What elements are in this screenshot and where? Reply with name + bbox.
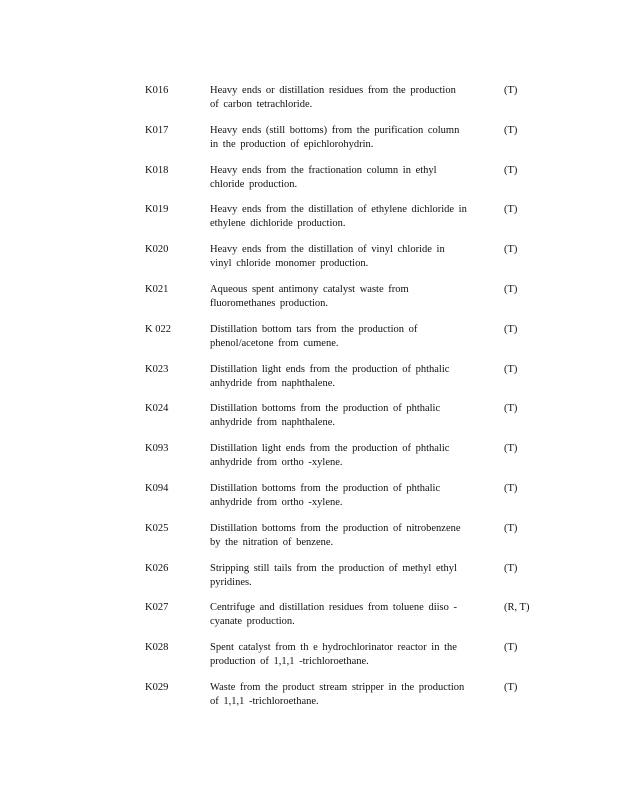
description-line: of carbon tetrachloride. bbox=[210, 99, 313, 110]
table-row bbox=[0, 641, 618, 681]
description-line: Centrifuge and distillation residues from toluene diiso - bbox=[210, 602, 457, 614]
waste-description bbox=[210, 323, 485, 351]
waste-code: K024 bbox=[145, 403, 169, 415]
table-row bbox=[0, 442, 618, 482]
waste-description bbox=[210, 482, 485, 510]
waste-description bbox=[210, 363, 485, 391]
waste-code: K017 bbox=[145, 124, 169, 136]
table-row bbox=[0, 681, 618, 721]
description-line: Spent catalyst from th e hydrochlorinator reactor in the bbox=[210, 642, 457, 654]
waste-description bbox=[210, 243, 485, 271]
hazard-code: (T) bbox=[504, 482, 518, 494]
hazard-code: (T) bbox=[504, 164, 518, 176]
table-row bbox=[0, 84, 618, 124]
table-row bbox=[0, 522, 618, 562]
waste-description bbox=[210, 601, 485, 629]
table-row bbox=[0, 124, 618, 164]
waste-code: K094 bbox=[145, 482, 169, 494]
description-line: production of 1,1,1 -trichloroethane. bbox=[210, 656, 369, 668]
description-line: by the nitration of benzene. bbox=[210, 536, 334, 548]
waste-description bbox=[210, 641, 485, 669]
table-row bbox=[0, 323, 618, 363]
table-row bbox=[0, 363, 618, 403]
waste-description bbox=[210, 124, 485, 152]
hazard-code: (T) bbox=[504, 85, 518, 96]
description-line: Distillation bottoms from the production of phthalic bbox=[210, 403, 441, 415]
waste-description bbox=[210, 402, 485, 430]
table-row bbox=[0, 203, 618, 243]
description-line: Stripping still tails from the production of methyl ethyl bbox=[210, 562, 457, 574]
waste-code: K027 bbox=[145, 602, 169, 614]
hazard-code: (T) bbox=[504, 363, 518, 375]
hazard-code: (T) bbox=[504, 562, 518, 574]
description-line: anhydride from naphthalene. bbox=[210, 377, 335, 389]
hazard-code: (T) bbox=[504, 522, 518, 534]
waste-description bbox=[210, 522, 485, 550]
description-line: fluoromethanes production. bbox=[210, 297, 329, 309]
description-line: Aqueous spent antimony catalyst waste from bbox=[210, 283, 409, 295]
waste-code: K025 bbox=[145, 522, 169, 534]
waste-code: K026 bbox=[145, 562, 169, 574]
hazard-code: (T) bbox=[504, 124, 518, 136]
description-line: anhydride from ortho -xylene. bbox=[210, 496, 343, 508]
description-line: Distillation bottom tars from the production of bbox=[210, 323, 418, 335]
description-line: phenol/acetone from cumene. bbox=[210, 337, 339, 349]
hazard-code: (T) bbox=[504, 283, 518, 295]
table-row bbox=[0, 283, 618, 323]
waste-description bbox=[210, 203, 485, 231]
description-line: Heavy ends (still bottoms) from the purification column bbox=[210, 124, 460, 136]
hazard-code: (T) bbox=[504, 681, 518, 693]
hazard-code: (T) bbox=[504, 443, 518, 455]
hazard-code: (R, T) bbox=[504, 602, 530, 614]
waste-code: K029 bbox=[145, 681, 169, 693]
waste-code: K018 bbox=[145, 164, 169, 176]
waste-code: K 022 bbox=[145, 323, 171, 335]
waste-description bbox=[210, 283, 485, 311]
table-row bbox=[0, 164, 618, 204]
description-line: vinyl chloride monomer production. bbox=[210, 258, 369, 270]
waste-description bbox=[210, 84, 485, 112]
description-line: ethylene dichloride production. bbox=[210, 218, 346, 230]
description-line: of 1,1,1 -trichloroethane. bbox=[210, 695, 319, 707]
hazard-code: (T) bbox=[504, 323, 518, 335]
waste-code: K023 bbox=[145, 363, 169, 375]
waste-description bbox=[210, 681, 485, 709]
description-line: anhydride from ortho -xylene. bbox=[210, 457, 343, 469]
description-line: Distillation light ends from the production of phthalic bbox=[210, 443, 450, 455]
description-line: Distillation bottoms from the production of phthalic bbox=[210, 482, 441, 494]
waste-code: K021 bbox=[145, 283, 169, 295]
table-row bbox=[0, 601, 618, 641]
table-row bbox=[0, 482, 618, 522]
description-line: cyanate production. bbox=[210, 616, 295, 628]
hazard-code: (T) bbox=[504, 403, 518, 415]
waste-code: K016 bbox=[145, 85, 169, 96]
hazard-code: (T) bbox=[504, 244, 518, 256]
waste-code: K093 bbox=[145, 443, 169, 455]
description-line: Distillation bottoms from the production of nitrobenzene bbox=[210, 522, 461, 534]
description-line: Heavy ends or distillation residues from the production bbox=[210, 85, 456, 96]
waste-code: K020 bbox=[145, 244, 169, 256]
description-line: anhydride from naphthalene. bbox=[210, 417, 335, 429]
hazardous-waste-table bbox=[0, 84, 618, 721]
description-line: chloride production. bbox=[210, 178, 298, 190]
description-line: Heavy ends from the fractionation column in ethyl bbox=[210, 164, 437, 176]
waste-code: K028 bbox=[145, 642, 169, 654]
description-line: Heavy ends from the distillation of ethylene dichloride in bbox=[210, 204, 467, 216]
table-row bbox=[0, 243, 618, 283]
description-line: pyridines. bbox=[210, 576, 252, 588]
description-line: Waste from the product stream stripper in the production bbox=[210, 681, 465, 693]
waste-code: K019 bbox=[145, 204, 169, 216]
waste-description bbox=[210, 164, 485, 192]
hazard-code: (T) bbox=[504, 204, 518, 216]
table-row bbox=[0, 402, 618, 442]
description-line: in the production of epichlorohydrin. bbox=[210, 138, 374, 150]
table-row bbox=[0, 562, 618, 602]
description-line: Distillation light ends from the production of phthalic bbox=[210, 363, 450, 375]
description-line: Heavy ends from the distillation of vinyl chloride in bbox=[210, 244, 445, 256]
waste-description bbox=[210, 442, 485, 470]
waste-description bbox=[210, 562, 485, 590]
hazard-code: (T) bbox=[504, 642, 518, 654]
